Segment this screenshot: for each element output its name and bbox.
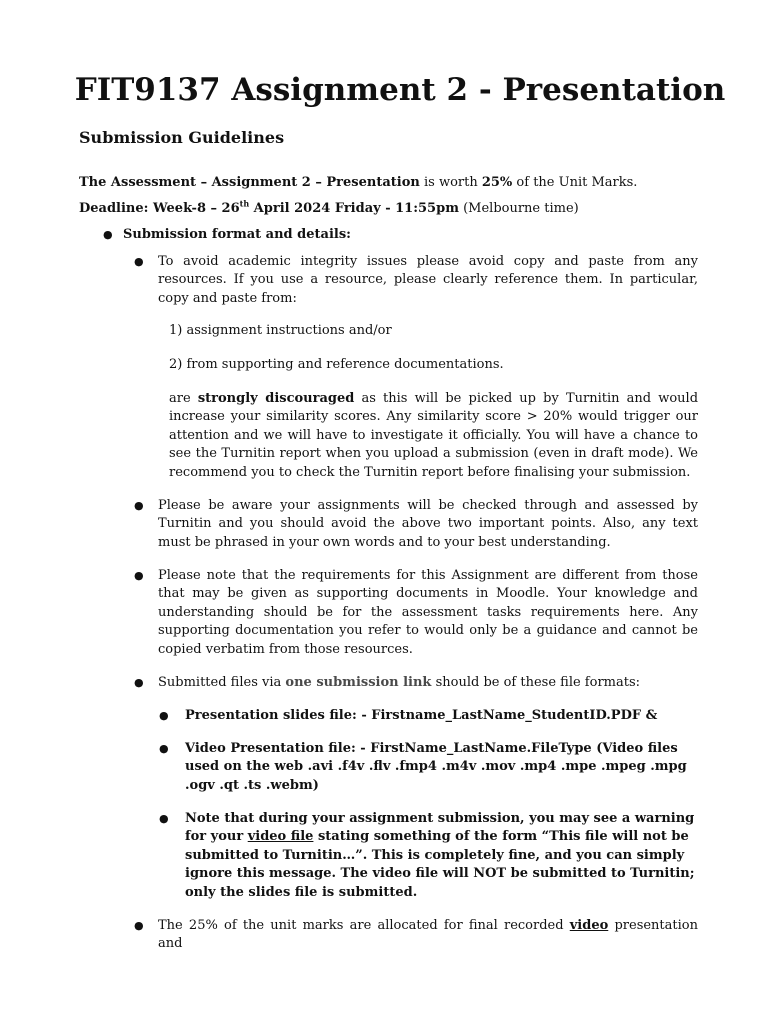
para-rest: as this will be picked up by Turnitin and would increase your similarity scores. Any similarity score > 20% would trigger our attention and we will have to investigate it officially. You will have a chance to see the Turnitin report when you upload a submission (even in draft mode). We recommend you to check the Turnitin report before finalising your submission. xyxy=(169,391,699,480)
bullet-icon: ● xyxy=(159,812,169,825)
assessment-tail: of the Unit Marks. xyxy=(512,175,638,190)
file-formats-start: Submitted files via xyxy=(158,675,286,690)
requirements-text: Please note that the requirements for this Assignment are different from those that may be given as supporting documents in Moodle. Your knowledge and understanding should be for the assessment tasks requirements here. Any supporting documentation you refer to would only be a guidance and cannot be copied verbatim from those resources. xyxy=(158,568,698,657)
assessment-name: The Assessment – Assignment 2 – Presentation xyxy=(79,175,420,190)
deadline-line xyxy=(79,198,579,216)
strongly-discouraged: strongly discouraged xyxy=(197,391,355,406)
sub-item-turnitin-warning xyxy=(159,810,697,902)
bullet-icon: ● xyxy=(134,255,144,268)
video-underlined: video xyxy=(569,918,609,933)
turnitin-check-text: Please be aware your assignments will be checked through and assessed by Turnitin and you should avoid the above two important points. Also, any text must be phrased in your own words and to your best understanding. xyxy=(158,498,698,550)
assessment-middle: is worth xyxy=(419,175,482,190)
bullet-icon: ● xyxy=(134,499,144,512)
bullet-icon: ● xyxy=(103,228,113,241)
submission-format-bullet xyxy=(103,227,351,242)
bullet-icon: ● xyxy=(134,919,144,932)
submission-format-label: Submission format and details: xyxy=(123,227,351,242)
bullet-icon: ● xyxy=(159,742,169,755)
sub-item-video xyxy=(159,740,697,795)
integrity-text: To avoid academic integrity issues please avoid copy and paste from any resources. If you use a resource, please clearly reference them. In particular, copy and paste from: xyxy=(158,254,698,306)
point-documentations: 2) from supporting and reference documentations. xyxy=(169,357,504,372)
submission-link-text: one submission link xyxy=(285,675,432,690)
sub-item-slides xyxy=(159,707,697,725)
bullet-icon: ● xyxy=(134,676,144,689)
slides-file-text: Presentation slides file: - Firstname_LastName_StudentID.PDF & xyxy=(185,708,658,723)
deadline-sup: th xyxy=(239,198,250,209)
list-item-marks xyxy=(134,917,698,954)
document-title: FIT9137 Assignment 2 - Presentation xyxy=(74,72,726,108)
list-item-turnitin-check xyxy=(134,497,698,552)
video-file-text: Video Presentation file: - FirstName_LastName.FileType (Video files used on the web .avi .f4v .flv .fmp4 .m4v .mov .mp4 .mpe .mpeg .mpg .ogv .qt .ts .webm) xyxy=(185,741,687,793)
turnitin-paragraph xyxy=(169,390,698,482)
deadline-timezone: (Melbourne time) xyxy=(458,201,579,216)
list-item-requirements xyxy=(134,567,698,659)
deadline-date: April 2024 Friday - 11:55pm xyxy=(249,201,459,216)
list-item-integrity xyxy=(134,253,698,308)
bullet-icon: ● xyxy=(134,569,144,582)
assessment-percent: 25% xyxy=(481,175,513,190)
bullet-icon: ● xyxy=(159,709,169,722)
video-file-underlined: video file xyxy=(247,829,314,845)
marks-start: The 25% of the unit marks are allocated for final recorded xyxy=(158,918,570,933)
file-formats-end: should be of these file formats: xyxy=(431,675,641,690)
point-instructions: 1) assignment instructions and/or xyxy=(169,323,392,338)
warning-start: Note that during your assignment submission, you may see a warning for your xyxy=(185,811,695,845)
para-start: are xyxy=(169,391,198,406)
warning-end: stating something of the form “This file will not be submitted to Turnitin…”. This is completely fine, and you can simply ignore this message. The video file will NOT be submitted to Turnitin; only the slides file is submitted. xyxy=(185,829,695,900)
deadline-label: Deadline: Week-8 – 26 xyxy=(79,201,240,216)
list-item-file-formats xyxy=(134,674,698,692)
marks-end: presentation and xyxy=(158,918,698,952)
assessment-line xyxy=(79,175,637,190)
section-heading: Submission Guidelines xyxy=(79,128,285,147)
